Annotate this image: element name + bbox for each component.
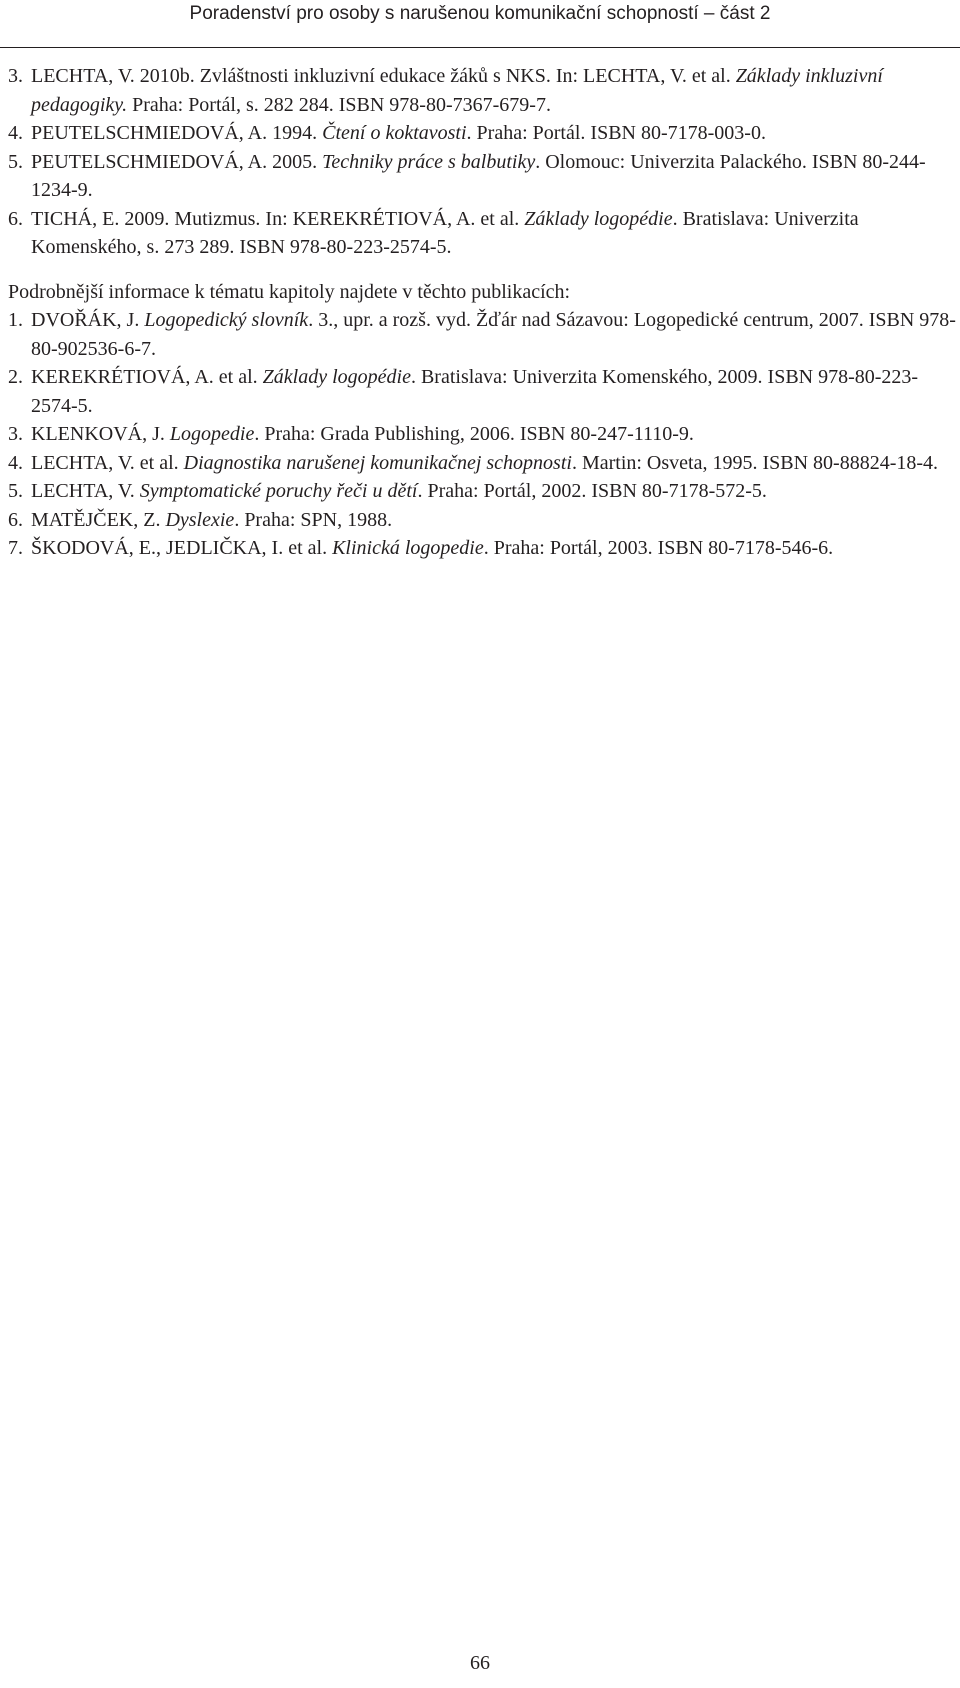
reference-list — [8, 62, 956, 262]
citation-text: PEUTELSCHMIEDOVÁ, A. 2005. — [31, 150, 323, 173]
citation-text: . Praha: Grada Publishing, 2006. ISBN 80-247-1110-9. — [254, 423, 694, 445]
list-item-number: 4. — [8, 122, 23, 144]
citation-text: . Bratislava: Univerzita Komenského, 2009. ISBN 978-80-223-2574-5. — [31, 366, 919, 417]
italic-title: Logopedický slovník — [144, 309, 309, 331]
reference-item — [8, 62, 956, 119]
reference-item — [8, 148, 956, 205]
list-item-text — [31, 65, 883, 116]
list-item-number: 6. — [8, 508, 23, 531]
italic-title: Logopedie — [169, 423, 255, 445]
citation-text: DVOŘÁK, J. — [31, 309, 145, 331]
citation-text: TICHÁ, E. 2009. Mutizmus. In: KEREKRÉTIOVÁ, A. et al. — [31, 207, 525, 230]
citation-text: PEUTELSCHMIEDOVÁ, A. 1994. — [31, 122, 323, 144]
header-rule — [0, 47, 960, 48]
reference-item — [8, 205, 956, 262]
italic-title: Symptomatické poruchy řeči u dětí — [139, 480, 418, 502]
further-reading-list — [8, 306, 956, 563]
italic-title: Základy logopédie — [262, 366, 411, 388]
italic-title: Čtení o koktavosti — [322, 122, 467, 144]
further-reading-item — [8, 449, 956, 478]
italic-title: Techniky práce s balbutiky — [322, 150, 536, 173]
citation-text: ŠKODOVÁ, E., JEDLIČKA, I. et al. — [31, 537, 333, 559]
citation-text: . Praha: SPN, 1988. — [234, 508, 393, 531]
list-item-number: 5. — [8, 150, 23, 173]
citation-text: . Olomouc: Univerzita Palackého. ISBN 80-244-1234-9. — [31, 150, 926, 201]
further-reading-item — [8, 420, 956, 449]
page-content — [8, 62, 956, 563]
citation-text: MATĚJČEK, Z. — [31, 508, 166, 531]
list-item-text — [31, 480, 767, 502]
italic-title: Dyslexie — [165, 508, 235, 531]
citation-text: LECHTA, V. et al. — [31, 451, 184, 474]
citation-text: LECHTA, V. 2010b. Zvláštnosti inkluzivní edukace žáků s NKS. In: LECHTA, V. et al. — [31, 65, 736, 87]
further-reading-item — [8, 477, 956, 506]
list-item-text — [31, 537, 833, 559]
further-reading-item — [8, 506, 956, 535]
citation-text: Praha: Portál, s. 282 284. ISBN 978-80-7367-679-7. — [127, 93, 551, 116]
citation-text: KEREKRÉTIOVÁ, A. et al. — [31, 366, 263, 388]
citation-text: LECHTA, V. — [31, 480, 140, 502]
citation-text: . Martin: Osveta, 1995. ISBN 80-88824-18-4. — [571, 451, 939, 474]
list-item-number: 3. — [8, 423, 23, 445]
italic-title: Základy inkluzivní pedagogiky. — [31, 65, 883, 116]
list-item-text — [31, 151, 926, 202]
page-number: 66 — [470, 1652, 490, 1674]
further-reading-intro: Podrobnější informace k tématu kapitoly najdete v těchto publikacích: — [8, 280, 571, 303]
running-header — [0, 0, 960, 50]
citation-text: . 3., upr. a rozš. vyd. Žďár nad Sázavou: Logopedické centrum, 2007. ISBN 978-80-902536-6-7. — [31, 309, 956, 360]
citation-text: . Praha: Portál, 2003. ISBN 80-7178-546-6. — [483, 537, 834, 559]
citation-text: . Bratislava: Univerzita Komenského, s. 273 289. ISBN 978-80-223-2574-5. — [31, 207, 859, 258]
italic-title: Základy logopédie — [524, 207, 673, 230]
list-item-text — [31, 423, 694, 445]
list-item-number: 5. — [8, 480, 23, 502]
list-item-text — [31, 452, 938, 474]
list-item-text — [31, 122, 766, 144]
list-item-text — [31, 509, 392, 531]
list-item-text — [31, 366, 918, 417]
italic-title: Diagnostika narušenej komunikačnej schopnosti — [183, 451, 572, 474]
reference-item — [8, 119, 956, 148]
citation-text: . Praha: Portál, 2002. ISBN 80-7178-572-5. — [417, 480, 767, 502]
list-item-number: 3. — [8, 65, 23, 87]
citation-text: . Praha: Portál. ISBN 80-7178-003-0. — [466, 122, 766, 144]
list-item-number: 4. — [8, 451, 23, 474]
further-reading-item — [8, 534, 956, 563]
list-item-number: 6. — [8, 207, 23, 230]
list-item-text — [31, 309, 956, 360]
list-item-number: 2. — [8, 366, 23, 388]
further-reading-item — [8, 363, 956, 420]
running-header-title: Poradenství pro osoby s narušenou komunikační schopností – část 2 — [189, 3, 771, 24]
list-item-text — [31, 208, 859, 259]
citation-text: KLENKOVÁ, J. — [31, 423, 170, 445]
list-item-number: 1. — [8, 309, 23, 331]
list-item-number: 7. — [8, 537, 23, 559]
italic-title: Klinická logopedie — [332, 537, 484, 559]
further-reading-item — [8, 306, 956, 363]
